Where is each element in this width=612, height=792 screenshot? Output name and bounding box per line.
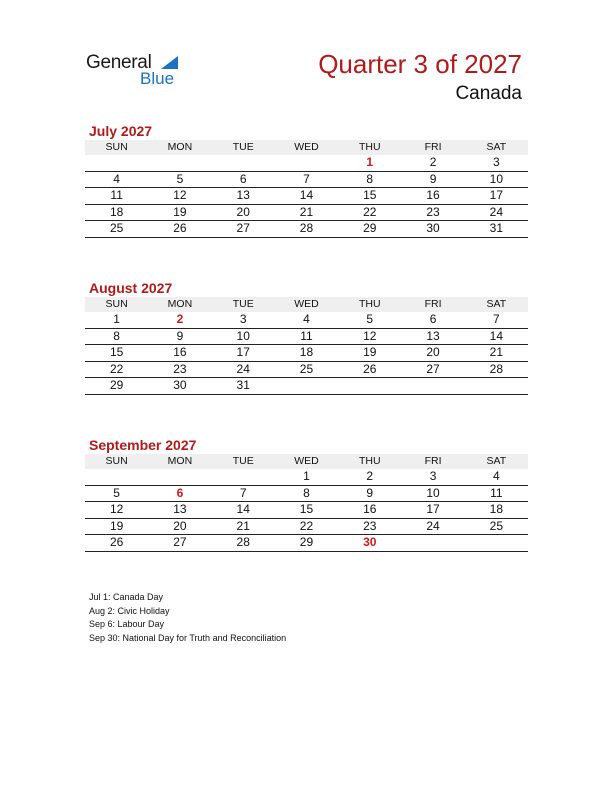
day-cell: 20	[401, 345, 464, 362]
day-cell: 13	[148, 502, 211, 519]
weekday-header: MON	[148, 454, 211, 469]
day-cell: 23	[148, 361, 211, 378]
day-cell: 18	[85, 204, 148, 221]
day-cell: 7	[275, 171, 338, 188]
day-cell: 3	[465, 155, 528, 171]
day-cell: 9	[338, 485, 401, 502]
day-cell: 31	[212, 378, 275, 395]
day-cell: 11	[465, 485, 528, 502]
month-september	[85, 436, 528, 552]
day-cell: 4	[275, 312, 338, 328]
day-cell: 2	[148, 312, 211, 328]
week-row	[85, 535, 528, 552]
weekday-header: MON	[148, 140, 211, 155]
weekday-header: TUE	[212, 140, 275, 155]
country-name: Canada	[455, 83, 522, 104]
day-cell: 29	[338, 221, 401, 238]
day-cell: 12	[148, 188, 211, 205]
day-cell: 23	[338, 518, 401, 535]
day-cell: 28	[465, 361, 528, 378]
day-cell: 12	[338, 328, 401, 345]
day-cell: 16	[401, 188, 464, 205]
day-cell: 1	[338, 155, 401, 171]
day-cell: 30	[401, 221, 464, 238]
weekday-header: TUE	[212, 297, 275, 312]
day-cell: 3	[401, 469, 464, 485]
empty-day-cell	[148, 469, 211, 485]
month-title: August 2027	[89, 280, 173, 296]
holiday-note: Sep 30: National Day for Truth and Reconciliation	[89, 632, 287, 643]
logo-text-general: General	[86, 52, 152, 73]
day-cell: 24	[465, 204, 528, 221]
day-cell: 14	[465, 328, 528, 345]
weekday-header: SAT	[465, 140, 528, 155]
weekday-header: SAT	[465, 297, 528, 312]
logo-triangle-icon	[161, 56, 178, 69]
day-cell: 25	[85, 221, 148, 238]
week-row	[85, 312, 528, 328]
month-title: September 2027	[89, 437, 197, 453]
day-cell: 25	[275, 361, 338, 378]
calendar-table	[85, 297, 528, 395]
day-cell: 15	[85, 345, 148, 362]
day-cell: 10	[465, 171, 528, 188]
weekday-header: FRI	[401, 454, 464, 469]
week-row	[85, 171, 528, 188]
day-cell: 6	[148, 485, 211, 502]
week-row	[85, 328, 528, 345]
day-cell: 1	[85, 312, 148, 328]
weekday-header: MON	[148, 297, 211, 312]
weekday-header: FRI	[401, 140, 464, 155]
empty-day-cell	[275, 155, 338, 171]
empty-day-cell	[338, 378, 401, 395]
day-cell: 2	[401, 155, 464, 171]
month-august	[85, 279, 528, 395]
day-cell: 23	[401, 204, 464, 221]
week-row	[85, 485, 528, 502]
day-cell: 4	[85, 171, 148, 188]
day-cell: 22	[85, 361, 148, 378]
day-cell: 17	[465, 188, 528, 205]
weekday-header-row	[85, 140, 528, 155]
calendar-table	[85, 454, 528, 552]
weekday-header: SUN	[85, 297, 148, 312]
day-cell: 27	[401, 361, 464, 378]
day-cell: 6	[212, 171, 275, 188]
holiday-note: Aug 2: Civic Holiday	[89, 605, 170, 616]
day-cell: 1	[275, 469, 338, 485]
day-cell: 19	[338, 345, 401, 362]
logo-text-blue: Blue	[140, 69, 175, 88]
day-cell: 2	[338, 469, 401, 485]
day-cell: 27	[212, 221, 275, 238]
day-cell: 31	[465, 221, 528, 238]
day-cell: 22	[275, 518, 338, 535]
empty-day-cell	[148, 155, 211, 171]
day-cell: 30	[338, 535, 401, 552]
day-cell: 21	[212, 518, 275, 535]
weekday-header: FRI	[401, 297, 464, 312]
day-cell: 4	[465, 469, 528, 485]
week-row	[85, 345, 528, 362]
day-cell: 17	[401, 502, 464, 519]
day-cell: 9	[401, 171, 464, 188]
day-cell: 14	[212, 502, 275, 519]
day-cell: 5	[338, 312, 401, 328]
day-cell: 26	[148, 221, 211, 238]
week-row	[85, 502, 528, 519]
day-cell: 6	[401, 312, 464, 328]
calendar-table	[85, 140, 528, 238]
week-row	[85, 204, 528, 221]
day-cell: 13	[212, 188, 275, 205]
day-cell: 5	[148, 171, 211, 188]
day-cell: 15	[275, 502, 338, 519]
day-cell: 14	[275, 188, 338, 205]
day-cell: 24	[401, 518, 464, 535]
weekday-header: WED	[275, 454, 338, 469]
day-cell: 11	[275, 328, 338, 345]
day-cell: 20	[148, 518, 211, 535]
empty-day-cell	[85, 469, 148, 485]
weekday-header-row	[85, 454, 528, 469]
weekday-header: SAT	[465, 454, 528, 469]
day-cell: 20	[212, 204, 275, 221]
weekday-header: SUN	[85, 140, 148, 155]
day-cell: 8	[275, 485, 338, 502]
day-cell: 10	[401, 485, 464, 502]
day-cell: 24	[212, 361, 275, 378]
month-july	[85, 122, 528, 238]
day-cell: 15	[338, 188, 401, 205]
week-row	[85, 155, 528, 171]
week-row	[85, 221, 528, 238]
empty-day-cell	[465, 535, 528, 552]
day-cell: 18	[275, 345, 338, 362]
page-title: Quarter 3 of 2027	[318, 49, 522, 79]
day-cell: 28	[275, 221, 338, 238]
day-cell: 11	[85, 188, 148, 205]
day-cell: 27	[148, 535, 211, 552]
week-row	[85, 188, 528, 205]
day-cell: 13	[401, 328, 464, 345]
holiday-notes	[89, 591, 286, 645]
empty-day-cell	[212, 469, 275, 485]
month-title: July 2027	[89, 123, 153, 139]
empty-day-cell	[275, 378, 338, 395]
weekday-header: THU	[338, 140, 401, 155]
weekday-header-row	[85, 297, 528, 312]
day-cell: 3	[212, 312, 275, 328]
day-cell: 26	[85, 535, 148, 552]
day-cell: 29	[275, 535, 338, 552]
day-cell: 17	[212, 345, 275, 362]
day-cell: 29	[85, 378, 148, 395]
week-row	[85, 469, 528, 485]
day-cell: 18	[465, 502, 528, 519]
day-cell: 16	[338, 502, 401, 519]
day-cell: 22	[338, 204, 401, 221]
day-cell: 26	[338, 361, 401, 378]
day-cell: 28	[212, 535, 275, 552]
logo	[86, 52, 186, 92]
day-cell: 10	[212, 328, 275, 345]
week-row	[85, 518, 528, 535]
holiday-note: Sep 6: Labour Day	[89, 619, 165, 629]
empty-day-cell	[465, 378, 528, 395]
day-cell: 7	[465, 312, 528, 328]
empty-day-cell	[212, 155, 275, 171]
day-cell: 19	[148, 204, 211, 221]
holiday-note: Jul 1: Canada Day	[89, 592, 164, 602]
empty-day-cell	[401, 378, 464, 395]
weekday-header: THU	[338, 297, 401, 312]
weekday-header: WED	[275, 297, 338, 312]
weekday-header: WED	[275, 140, 338, 155]
day-cell: 21	[465, 345, 528, 362]
day-cell: 12	[85, 502, 148, 519]
day-cell: 5	[85, 485, 148, 502]
day-cell: 19	[85, 518, 148, 535]
day-cell: 21	[275, 204, 338, 221]
weekday-header: SUN	[85, 454, 148, 469]
day-cell: 7	[212, 485, 275, 502]
weekday-header: TUE	[212, 454, 275, 469]
day-cell: 8	[338, 171, 401, 188]
day-cell: 25	[465, 518, 528, 535]
day-cell: 9	[148, 328, 211, 345]
weekday-header: THU	[338, 454, 401, 469]
week-row	[85, 378, 528, 395]
day-cell: 30	[148, 378, 211, 395]
empty-day-cell	[85, 155, 148, 171]
week-row	[85, 361, 528, 378]
empty-day-cell	[401, 535, 464, 552]
day-cell: 8	[85, 328, 148, 345]
day-cell: 16	[148, 345, 211, 362]
